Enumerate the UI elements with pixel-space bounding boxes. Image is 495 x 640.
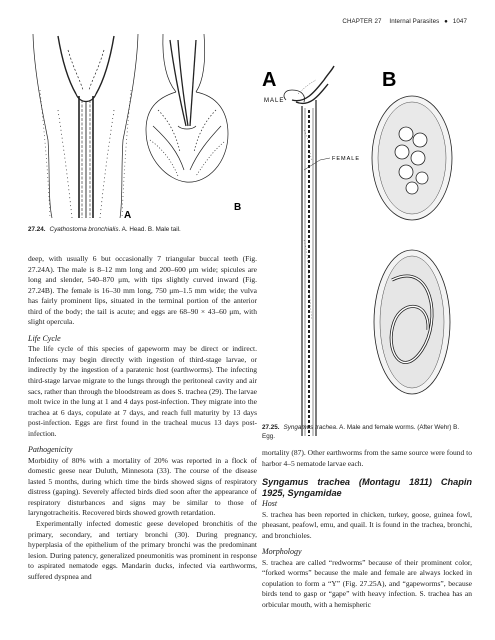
- left-para-life-cycle: The life cycle of this species of gapeworm may be direct or indirect. Infections may begin directly with ingestion of third-stage larvae, or indirectly by the ingestion of a paratenic host (earthworms). The infecting third-stage larvae migrate to the lungs through the peritoneal cavity and air sacs, rather than through the bloodstream as does S. trachea (29). The larvae molt twice in the lung at 1 and 4 days post-infection. They migrate into the trachea at 6 days, copulate at 7 days, and reach full maturity by 13 days post-infection. Eggs are first found in the tracheal mucus 13 days post-infection.: [28, 344, 257, 438]
- caption-27-24-species: Cyathostoma bronchialis: [49, 226, 119, 233]
- left-para-experimental: Experimentally infected domestic geese developed bronchitis of the primary, secondary, and tertiary bronchi (30). During pregnancy, hyperplasia of the epithelium of the primary bronchi was the predominant lesion. During patency, generalized pneumonitis was prominent in response to aspirated nematode eggs. Mandarin ducks, infected via earthworms, suffered dyspnea and: [28, 519, 257, 581]
- caption-27-24-number: 27.24.: [28, 226, 46, 233]
- figure-27-25-label-male: MALE: [264, 98, 285, 104]
- header-page-number: 1047: [452, 18, 467, 25]
- caption-27-25-number: 27.25.: [262, 424, 280, 431]
- left-column: [28, 254, 257, 582]
- left-para-pathogenicity: Morbidity of 80% with a mortality of 20% was reported in a flock of domestic geese near Duluth, Minnesota (33). The course of the disease lasted 5 months, during which time the birds showed signs of respiratory distress (gaping). Severely affected birds died soon after the appearance of respiratory disturbances and signs may be similar to those of laryngotracheitis. Recovered birds showed growth retardation.: [28, 455, 257, 518]
- figure-27-25b-egg-1: [372, 96, 452, 220]
- right-para-host: S. trachea has been reported in chicken, turkey, goose, guinea fowl, pheasant, peafowl, emu, and quail. It is found in the trachea, bronchi, and bronchioles.: [262, 509, 472, 540]
- figure-27-25-label-a: A: [262, 69, 277, 91]
- figure-27-25-caption: [262, 424, 472, 441]
- header-title: Internal Parasites: [389, 18, 440, 25]
- figure-27-24-label-a: A: [124, 210, 132, 221]
- figure-27-24: [28, 30, 258, 222]
- figure-27-24-label-b: B: [234, 202, 242, 213]
- figure-27-25-label-female: FEMALE: [332, 156, 361, 162]
- running-header: [342, 18, 467, 25]
- figure-27-24b-male-tail-drawing: [146, 34, 228, 182]
- figure-27-25b-egg-2: [374, 250, 450, 394]
- heading-pathogenicity: Pathogenicity: [28, 445, 73, 455]
- heading-life-cycle: Life Cycle: [28, 333, 61, 343]
- caption-27-25-text: . A. Male and female worms. (After Wehr) B. Egg.: [262, 424, 460, 440]
- section-title-syngamus: Syngamus trachea (Montagu 1811) Chapin 1925, Syngamidae: [262, 477, 472, 499]
- figure-27-24-caption: [28, 226, 258, 235]
- figure-27-25a-worms-drawing: [284, 66, 334, 436]
- figure-27-24a-head-drawing: [33, 34, 138, 218]
- caption-27-24-text: . A. Head. B. Male tail.: [118, 226, 181, 233]
- header-chapter: CHAPTER 27: [342, 18, 382, 25]
- right-column: [262, 448, 472, 610]
- heading-host: Host: [262, 499, 278, 509]
- figure-27-25-label-b: B: [382, 69, 397, 91]
- caption-27-25-species: Syngamus trachea: [283, 424, 337, 431]
- header-bullet: ●: [444, 18, 448, 25]
- figure-27-25: [262, 60, 472, 436]
- right-para-morphology: S. trachea are called “redworms” because of their prominent color, “forked worms” because the male and female are always locked in copulation to form a “Y” (Fig. 27.25A), and “gapeworms”, because birds tend to gasp or “gape” with heavy infection. S. trachea has an orbicular mouth, with a hemispheric: [262, 557, 472, 609]
- right-para-1: mortality (87). Other earthworms from the same source were found to harbor 4–5 nematode larvae each.: [262, 448, 472, 468]
- left-para-1: deep, with usually 6 but occasionally 7 triangular buccal teeth (Fig. 27.24A). The male is 8–12 mm long and 200–600 μm wide; spicules are long and slender, 540–870 μm, with tips slightly curved inward (Fig. 27.24B). The female is 16–30 mm long, 750 μm–1.5 mm wide; the vulva has fairly prominent lips, situated in the terminal portion of the anterior third of the body; the tail is acute; and eggs are 68–90 × 43–60 μm, with slight opercula.: [28, 254, 257, 327]
- heading-morphology: Morphology: [262, 547, 302, 557]
